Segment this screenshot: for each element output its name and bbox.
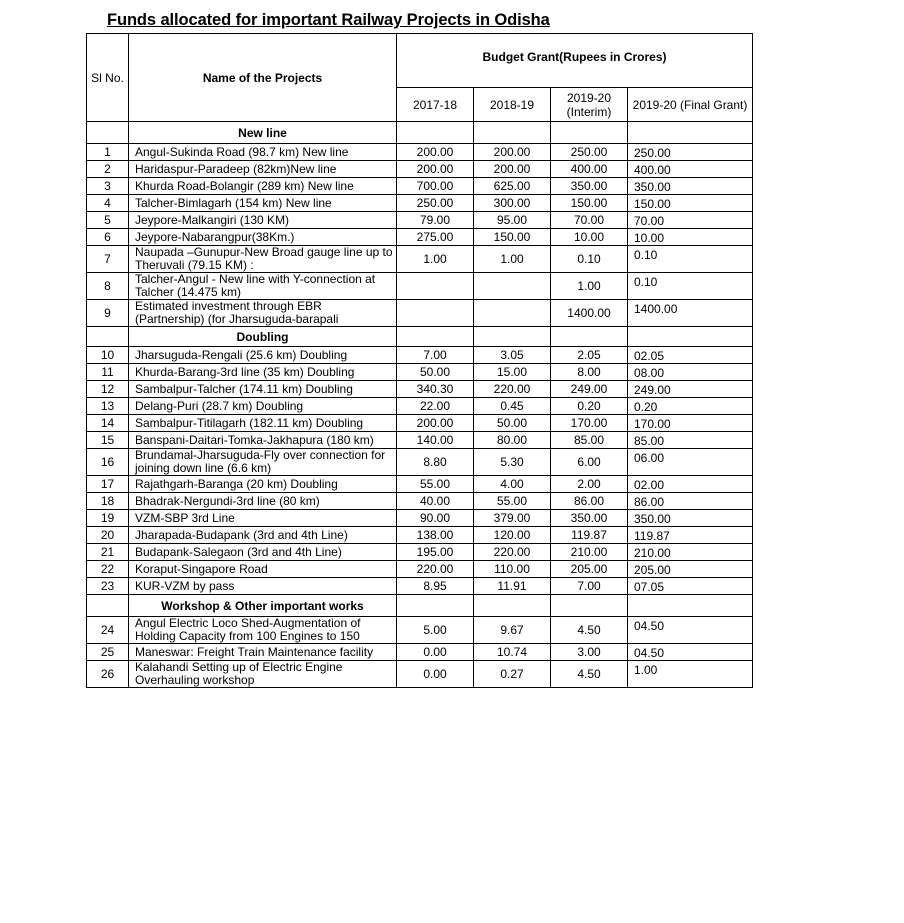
header-year-2017-18: 2017-18 [397, 88, 474, 122]
row-value-2017-18: 55.00 [397, 476, 474, 493]
row-value-2019-20-interim: 170.00 [551, 415, 628, 432]
row-sl-no: 10 [87, 347, 129, 364]
row-sl-no: 24 [87, 617, 129, 644]
header-sl-no [87, 34, 129, 122]
row-value-2019-20-interim: 4.50 [551, 661, 628, 688]
row-value-2018-19: 200.00 [474, 144, 551, 161]
row-value-2018-19: 11.91 [474, 578, 551, 595]
row-value-2019-20-final: 250.00 [628, 144, 753, 161]
row-value-2018-19: 0.27 [474, 661, 551, 688]
section-blank-cell [551, 327, 628, 347]
row-sl-no: 5 [87, 212, 129, 229]
row-sl-no: 23 [87, 578, 129, 595]
table-row [87, 415, 753, 432]
table-row [87, 432, 753, 449]
row-value-2017-18: 0.00 [397, 644, 474, 661]
row-project-name: Khurda Road-Bolangir (289 km) New line [129, 178, 397, 195]
header-year-2018-19: 2018-19 [474, 88, 551, 122]
section-blank-cell [474, 327, 551, 347]
row-value-2019-20-interim: 2.05 [551, 347, 628, 364]
row-value-2019-20-interim: 4.50 [551, 617, 628, 644]
row-value-2018-19: 9.67 [474, 617, 551, 644]
row-value-2018-19: 0.45 [474, 398, 551, 415]
row-value-2019-20-interim: 85.00 [551, 432, 628, 449]
row-sl-no: 12 [87, 381, 129, 398]
header-year-2019-20-interim [551, 88, 628, 122]
section-blank-cell [87, 595, 129, 617]
row-value-2019-20-interim: 400.00 [551, 161, 628, 178]
row-value-2017-18: 275.00 [397, 229, 474, 246]
table-row [87, 364, 753, 381]
row-value-2019-20-final: 119.87 [628, 527, 753, 544]
row-value-2019-20-interim: 2.00 [551, 476, 628, 493]
header-year-2019-20-interim-text: 2019-20 (Interim) [566, 90, 612, 119]
row-value-2018-19: 110.00 [474, 561, 551, 578]
row-value-2019-20-interim: 210.00 [551, 544, 628, 561]
row-sl-no: 14 [87, 415, 129, 432]
table-row [87, 381, 753, 398]
row-sl-no: 19 [87, 510, 129, 527]
header-budget-grant [397, 34, 753, 88]
row-value-2019-20-final: 150.00 [628, 195, 753, 212]
row-value-2019-20-final: 0.20 [628, 398, 753, 415]
row-value-2019-20-interim: 1400.00 [551, 300, 628, 327]
table-row [87, 246, 753, 273]
row-project-name: Haridaspur-Paradeep (82km)New line [129, 161, 397, 178]
table-row [87, 347, 753, 364]
row-value-2019-20-final: 04.50 [628, 644, 753, 661]
table-row [87, 644, 753, 661]
row-project-name: Khurda-Barang-3rd line (35 km) Doubling [129, 364, 397, 381]
row-sl-no: 3 [87, 178, 129, 195]
row-value-2019-20-interim: 6.00 [551, 449, 628, 476]
row-value-2018-19: 5.30 [474, 449, 551, 476]
row-sl-no: 15 [87, 432, 129, 449]
section-blank-cell [474, 595, 551, 617]
row-value-2019-20-interim: 0.20 [551, 398, 628, 415]
row-project-name: Naupada –Gunupur-New Broad gauge line up to Theruvali (79.15 KM) : [129, 246, 397, 273]
row-project-name: Jeypore-Malkangiri (130 KM) [129, 212, 397, 229]
row-value-2019-20-final: 350.00 [628, 510, 753, 527]
row-value-2019-20-final: 70.00 [628, 212, 753, 229]
table-row [87, 561, 753, 578]
row-value-2019-20-final: 06.00 [628, 449, 753, 476]
row-value-2018-19: 80.00 [474, 432, 551, 449]
section-blank-cell [397, 122, 474, 144]
section-blank-cell [551, 595, 628, 617]
table-row [87, 510, 753, 527]
row-sl-no: 25 [87, 644, 129, 661]
row-value-2017-18: 220.00 [397, 561, 474, 578]
row-value-2018-19: 95.00 [474, 212, 551, 229]
section-blank-cell [628, 327, 753, 347]
row-value-2019-20-final: 04.50 [628, 617, 753, 644]
row-value-2019-20-interim: 119.87 [551, 527, 628, 544]
row-sl-no: 21 [87, 544, 129, 561]
table-row [87, 476, 753, 493]
row-value-2017-18: 7.00 [397, 347, 474, 364]
row-sl-no: 6 [87, 229, 129, 246]
row-project-name: VZM-SBP 3rd Line [129, 510, 397, 527]
row-value-2019-20-interim: 7.00 [551, 578, 628, 595]
row-value-2019-20-final: 86.00 [628, 493, 753, 510]
row-value-2017-18: 200.00 [397, 144, 474, 161]
row-sl-no: 22 [87, 561, 129, 578]
table-row [87, 229, 753, 246]
row-value-2018-19: 150.00 [474, 229, 551, 246]
row-value-2019-20-final: 400.00 [628, 161, 753, 178]
row-project-name: Maneswar: Freight Train Maintenance facility [129, 644, 397, 661]
section-title-doubling: Doubling [129, 327, 397, 347]
table-row [87, 161, 753, 178]
row-value-2019-20-interim: 70.00 [551, 212, 628, 229]
row-value-2019-20-final: 1400.00 [628, 300, 753, 327]
row-value-2019-20-final: 0.10 [628, 273, 753, 300]
row-value-2017-18: 50.00 [397, 364, 474, 381]
row-value-2017-18: 195.00 [397, 544, 474, 561]
header-project-name [129, 34, 397, 122]
row-project-name: Estimated investment through EBR (Partnership) (for Jharsuguda-barapali [129, 300, 397, 327]
row-value-2017-18 [397, 273, 474, 300]
row-value-2018-19: 220.00 [474, 544, 551, 561]
row-value-2018-19: 625.00 [474, 178, 551, 195]
row-value-2017-18: 8.80 [397, 449, 474, 476]
row-value-2019-20-final: 0.10 [628, 246, 753, 273]
row-value-2017-18: 0.00 [397, 661, 474, 688]
row-value-2019-20-interim: 3.00 [551, 644, 628, 661]
row-value-2018-19: 200.00 [474, 161, 551, 178]
section-blank-cell [397, 595, 474, 617]
row-value-2019-20-interim: 250.00 [551, 144, 628, 161]
row-value-2018-19: 50.00 [474, 415, 551, 432]
row-project-name: Banspani-Daitari-Tomka-Jakhapura (180 km) [129, 432, 397, 449]
table-row [87, 300, 753, 327]
row-value-2019-20-interim: 150.00 [551, 195, 628, 212]
row-value-2018-19: 379.00 [474, 510, 551, 527]
row-sl-no: 26 [87, 661, 129, 688]
row-value-2018-19: 220.00 [474, 381, 551, 398]
row-value-2017-18: 140.00 [397, 432, 474, 449]
table-row [87, 398, 753, 415]
row-value-2017-18: 340.30 [397, 381, 474, 398]
row-value-2017-18: 1.00 [397, 246, 474, 273]
row-sl-no: 16 [87, 449, 129, 476]
row-value-2019-20-final: 02.00 [628, 476, 753, 493]
row-project-name: Jharsuguda-Rengali (25.6 km) Doubling [129, 347, 397, 364]
row-value-2018-19: 120.00 [474, 527, 551, 544]
section-blank-cell [628, 122, 753, 144]
row-value-2019-20-interim: 0.10 [551, 246, 628, 273]
row-project-name: Delang-Puri (28.7 km) Doubling [129, 398, 397, 415]
table-row [87, 195, 753, 212]
row-project-name: Kalahandi Setting up of Electric Engine Overhauling workshop [129, 661, 397, 688]
row-value-2019-20-final: 02.05 [628, 347, 753, 364]
row-value-2018-19: 4.00 [474, 476, 551, 493]
table-row [87, 178, 753, 195]
row-value-2019-20-final: 170.00 [628, 415, 753, 432]
section-blank-cell [397, 327, 474, 347]
row-value-2019-20-interim: 8.00 [551, 364, 628, 381]
table-row [87, 144, 753, 161]
row-project-name: Koraput-Singapore Road [129, 561, 397, 578]
row-value-2019-20-final: 07.05 [628, 578, 753, 595]
table-row [87, 273, 753, 300]
row-value-2019-20-final: 210.00 [628, 544, 753, 561]
table-row [87, 617, 753, 644]
table-row [87, 544, 753, 561]
row-value-2019-20-interim: 249.00 [551, 381, 628, 398]
header-budget-grant-text: Budget Grant(Rupees in Crores) [482, 50, 667, 64]
section-title-workshop: Workshop & Other important works [129, 595, 397, 617]
table-row [87, 527, 753, 544]
row-value-2017-18: 200.00 [397, 415, 474, 432]
row-project-name: Angul Electric Loco Shed-Augmentation of Holding Capacity from 100 Engines to 150 [129, 617, 397, 644]
table-row [87, 578, 753, 595]
row-value-2019-20-final: 350.00 [628, 178, 753, 195]
row-value-2017-18: 200.00 [397, 161, 474, 178]
row-value-2019-20-interim: 10.00 [551, 229, 628, 246]
row-sl-no: 13 [87, 398, 129, 415]
header-project-name-text: Name of the Projects [202, 70, 323, 85]
row-project-name: Bhadrak-Nergundi-3rd line (80 km) [129, 493, 397, 510]
row-value-2019-20-interim: 205.00 [551, 561, 628, 578]
row-value-2019-20-interim: 350.00 [551, 178, 628, 195]
document-title: Funds allocated for important Railway Projects in Odisha [107, 11, 550, 29]
section-row-doubling [87, 327, 753, 347]
row-project-name: Jharapada-Budapank (3rd and 4th Line) [129, 527, 397, 544]
row-value-2017-18: 700.00 [397, 178, 474, 195]
section-blank-cell [87, 122, 129, 144]
row-project-name: Angul-Sukinda Road (98.7 km) New line [129, 144, 397, 161]
section-blank-cell [551, 122, 628, 144]
section-row-workshop [87, 595, 753, 617]
row-value-2018-19 [474, 300, 551, 327]
section-blank-cell [87, 327, 129, 347]
row-project-name: Jeypore-Nabarangpur(38Km.) [129, 229, 397, 246]
row-value-2019-20-final: 249.00 [628, 381, 753, 398]
row-value-2018-19 [474, 273, 551, 300]
row-value-2017-18: 40.00 [397, 493, 474, 510]
row-value-2018-19: 15.00 [474, 364, 551, 381]
row-value-2019-20-interim: 1.00 [551, 273, 628, 300]
row-sl-no: 8 [87, 273, 129, 300]
header-year-2019-20-final-text: 2019-20 (Final Grant) [632, 97, 748, 112]
header-year-2019-20-final [628, 88, 753, 122]
table-row [87, 493, 753, 510]
row-value-2017-18: 79.00 [397, 212, 474, 229]
row-value-2018-19: 1.00 [474, 246, 551, 273]
row-value-2018-19: 300.00 [474, 195, 551, 212]
row-project-name: Talcher-Bimlagarh (154 km) New line [129, 195, 397, 212]
row-sl-no: 4 [87, 195, 129, 212]
row-sl-no: 20 [87, 527, 129, 544]
row-sl-no: 18 [87, 493, 129, 510]
table-row [87, 661, 753, 688]
section-blank-cell [628, 595, 753, 617]
row-value-2019-20-final: 205.00 [628, 561, 753, 578]
row-value-2017-18: 90.00 [397, 510, 474, 527]
row-value-2017-18: 22.00 [397, 398, 474, 415]
section-blank-cell [474, 122, 551, 144]
row-sl-no: 1 [87, 144, 129, 161]
row-sl-no: 17 [87, 476, 129, 493]
row-value-2017-18: 8.95 [397, 578, 474, 595]
row-project-name: KUR-VZM by pass [129, 578, 397, 595]
row-value-2019-20-final: 10.00 [628, 229, 753, 246]
row-sl-no: 2 [87, 161, 129, 178]
table-row [87, 212, 753, 229]
row-value-2018-19: 10.74 [474, 644, 551, 661]
row-value-2017-18: 250.00 [397, 195, 474, 212]
section-title-new-line: New line [129, 122, 397, 144]
row-project-name: Brundamal-Jharsuguda-Fly over connection for joining down line (6.6 km) [129, 449, 397, 476]
row-project-name: Sambalpur-Titilagarh (182.11 km) Doubling [129, 415, 397, 432]
row-sl-no: 11 [87, 364, 129, 381]
row-value-2017-18: 138.00 [397, 527, 474, 544]
row-project-name: Sambalpur-Talcher (174.11 km) Doubling [129, 381, 397, 398]
header-sl-no-text: Sl No. [91, 70, 124, 85]
row-project-name: Budapank-Salegaon (3rd and 4th Line) [129, 544, 397, 561]
row-sl-no: 9 [87, 300, 129, 327]
row-project-name: Talcher-Angul - New line with Y-connection at Talcher (14.475 km) [129, 273, 397, 300]
row-value-2019-20-final: 85.00 [628, 432, 753, 449]
row-value-2017-18: 5.00 [397, 617, 474, 644]
row-sl-no: 7 [87, 246, 129, 273]
row-value-2017-18 [397, 300, 474, 327]
row-value-2019-20-interim: 86.00 [551, 493, 628, 510]
projects-table [86, 33, 753, 688]
row-value-2019-20-interim: 350.00 [551, 510, 628, 527]
row-value-2019-20-final: 1.00 [628, 661, 753, 688]
row-value-2018-19: 55.00 [474, 493, 551, 510]
row-value-2019-20-final: 08.00 [628, 364, 753, 381]
table-row [87, 449, 753, 476]
row-project-name: Rajathgarh-Baranga (20 km) Doubling [129, 476, 397, 493]
row-value-2018-19: 3.05 [474, 347, 551, 364]
section-row-new-line [87, 122, 753, 144]
